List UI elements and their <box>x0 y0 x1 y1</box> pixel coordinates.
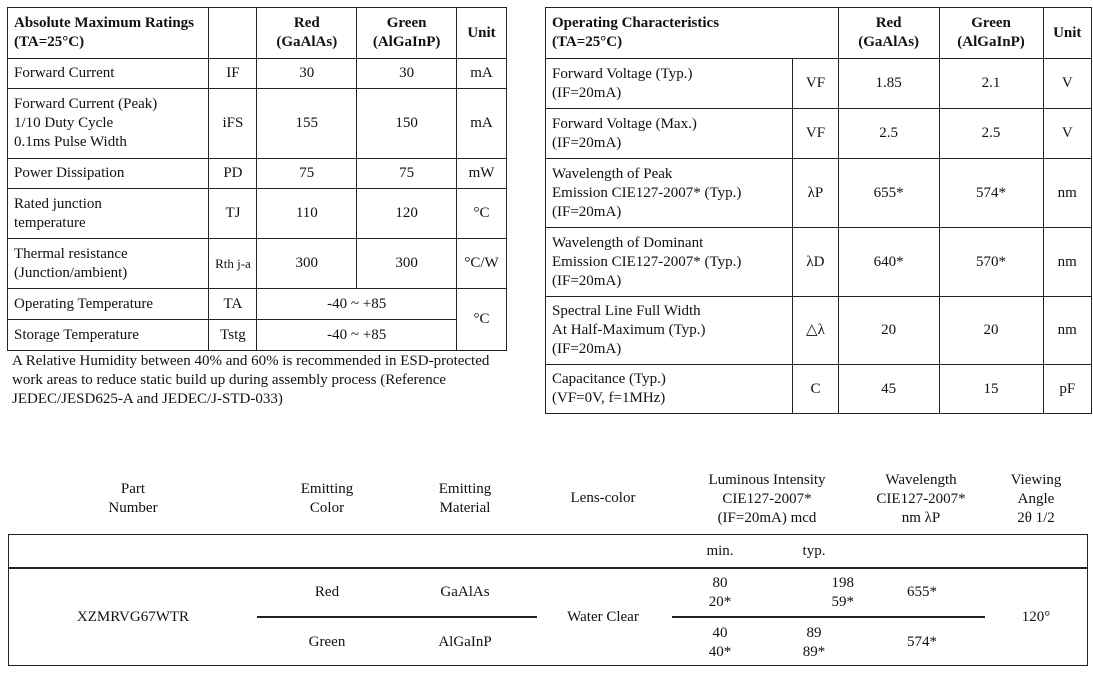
part-lum-typ: 89 89* <box>802 625 826 660</box>
part-h-emitting-color: Emitting Color <box>300 481 354 516</box>
abs-col-unit: Unit <box>457 8 507 59</box>
op-sym: λP <box>793 159 838 228</box>
abs-red: 30 <box>257 59 357 89</box>
abs-param: Forward Current <box>8 59 209 89</box>
op-param: Wavelength of Dominant Emission CIE127-2007* (Typ.) (IF=20mA) <box>546 228 793 297</box>
part-lens-color: Water Clear <box>567 609 639 625</box>
abs-both: -40 ~ +85 <box>257 320 457 351</box>
part-emitting-color: Red <box>314 584 340 600</box>
op-sym: △λ <box>793 297 838 365</box>
abs-green: 75 <box>357 159 457 189</box>
op-green: 20 <box>939 297 1043 365</box>
part-emitting-material: GaAlAs <box>440 584 490 600</box>
part-h-lens-color: Lens-color <box>570 490 636 506</box>
part-lum-min: 80 20* <box>708 575 732 610</box>
abs-unit: mA <box>457 59 507 89</box>
op-param: Wavelength of Peak Emission CIE127-2007* (Typ.) (IF=20mA) <box>546 159 793 228</box>
op-unit: V <box>1043 59 1091 109</box>
op-sym: λD <box>793 228 838 297</box>
op-green: 570* <box>939 228 1043 297</box>
part-h-viewing-angle: Viewing Angle 2θ 1/2 <box>1010 472 1062 526</box>
part-emitting-material: AlGaInP <box>438 634 492 650</box>
op-param: Forward Voltage (Typ.) (IF=20mA) <box>546 59 793 109</box>
op-green: 15 <box>939 365 1043 414</box>
op-col-unit: Unit <box>1043 8 1091 59</box>
part-h-luminous-intensity: Luminous Intensity CIE127-2007* (IF=20mA) mcd <box>708 472 826 526</box>
abs-red: 110 <box>257 189 357 239</box>
abs-param: Forward Current (Peak) 1/10 Duty Cycle 0.1ms Pulse Width <box>8 89 209 159</box>
part-row-separator-left <box>257 616 537 618</box>
abs-sym: Rth j-a <box>209 239 257 289</box>
part-sub-typ: typ. <box>802 543 826 559</box>
part-number: XZMRVG67WTR <box>76 609 190 625</box>
part-row-separator-right <box>672 616 985 618</box>
op-param: Forward Voltage (Max.) (IF=20mA) <box>546 109 793 159</box>
part-lum-min: 40 40* <box>708 625 732 660</box>
op-unit: pF <box>1043 365 1091 414</box>
abs-unit: °C/W <box>457 239 507 289</box>
part-viewing-angle: 120° <box>1021 609 1051 625</box>
abs-sym: Tstg <box>209 320 257 351</box>
op-sym: VF <box>793 109 838 159</box>
operating-characteristics-table <box>545 7 1092 414</box>
absolute-max-ratings-table <box>7 7 507 351</box>
abs-param: Rated junction temperature <box>8 189 209 239</box>
part-wavelength: 574* <box>907 634 937 650</box>
part-lum-typ: 198 59* <box>831 575 854 610</box>
op-red: 640* <box>838 228 939 297</box>
op-condition: (TA=25°C) <box>552 34 623 50</box>
op-green: 574* <box>939 159 1043 228</box>
op-red: 2.5 <box>838 109 939 159</box>
abs-param: Operating Temperature <box>8 289 209 320</box>
op-title: Operating Characteristics <box>552 15 720 31</box>
abs-green: 300 <box>357 239 457 289</box>
op-unit: V <box>1043 109 1091 159</box>
part-sub-min: min. <box>706 543 734 559</box>
part-table-divider <box>8 567 1088 569</box>
abs-param: Storage Temperature <box>8 320 209 351</box>
abs-sym: TA <box>209 289 257 320</box>
op-col-red: Red (GaAlAs) <box>838 8 939 59</box>
abs-temp-unit: °C <box>457 289 507 351</box>
abs-green: 150 <box>357 89 457 159</box>
abs-red: 155 <box>257 89 357 159</box>
op-sym: VF <box>793 59 838 109</box>
abs-header <box>8 8 209 59</box>
abs-both: -40 ~ +85 <box>257 289 457 320</box>
op-green: 2.1 <box>939 59 1043 109</box>
abs-green: 30 <box>357 59 457 89</box>
part-wavelength: 655* <box>907 584 937 600</box>
abs-unit: mW <box>457 159 507 189</box>
op-unit: nm <box>1043 228 1091 297</box>
abs-title: Absolute Maximum Ratings <box>14 15 195 31</box>
abs-red: 75 <box>257 159 357 189</box>
esd-note: A Relative Humidity between 40% and 60% is recommended in ESD-protected work areas to reduce static build up during assembly process (Reference JEDEC/JESD625-A and JEDEC/J-STD-033) <box>12 353 490 407</box>
op-header <box>546 8 839 59</box>
abs-sym: iFS <box>209 89 257 159</box>
op-col-green: Green (AlGaInP) <box>939 8 1043 59</box>
abs-sym: IF <box>209 59 257 89</box>
abs-sym: PD <box>209 159 257 189</box>
abs-condition: (TA=25°C) <box>14 34 85 50</box>
abs-green: 120 <box>357 189 457 239</box>
abs-col-green: Green (AlGaInP) <box>357 8 457 59</box>
op-param: Capacitance (Typ.) (VF=0V, f=1MHz) <box>546 365 793 414</box>
op-red: 45 <box>838 365 939 414</box>
part-h-part-number: Part Number <box>108 481 158 516</box>
abs-col-red: Red (GaAlAs) <box>257 8 357 59</box>
abs-param: Power Dissipation <box>8 159 209 189</box>
op-green: 2.5 <box>939 109 1043 159</box>
op-red: 20 <box>838 297 939 365</box>
abs-red: 300 <box>257 239 357 289</box>
abs-sym: TJ <box>209 189 257 239</box>
op-param: Spectral Line Full Width At Half-Maximum (Typ.) (IF=20mA) <box>546 297 793 365</box>
part-emitting-color: Green <box>308 634 346 650</box>
abs-unit: mA <box>457 89 507 159</box>
part-h-wavelength: Wavelength CIE127-2007* nm λP <box>876 472 966 526</box>
abs-unit: °C <box>457 189 507 239</box>
part-h-emitting-material: Emitting Material <box>438 481 492 516</box>
abs-param: Thermal resistance (Junction/ambient) <box>8 239 209 289</box>
op-unit: nm <box>1043 159 1091 228</box>
op-red: 1.85 <box>838 59 939 109</box>
op-red: 655* <box>838 159 939 228</box>
op-unit: nm <box>1043 297 1091 365</box>
op-sym: C <box>793 365 838 414</box>
